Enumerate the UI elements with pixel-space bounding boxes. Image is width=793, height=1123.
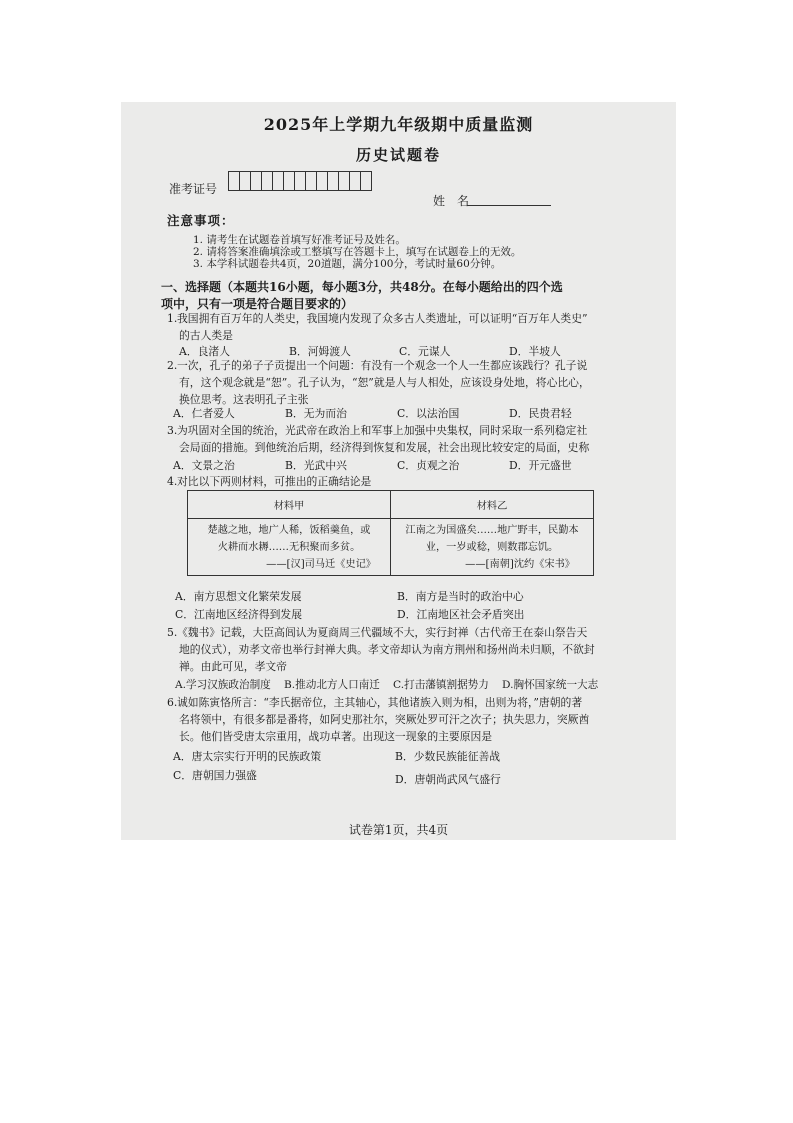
section-heading: 一、选择题（本题共16小题，每小题3分，共48分。在每小题给出的四个选 项中，只有一项是符合题目要求的） <box>161 280 563 311</box>
option: B．河姆渡人 <box>289 345 351 358</box>
material-yi-title: 材料乙 <box>391 491 594 519</box>
candidate-id-label: 准考证号 <box>169 182 218 196</box>
option: B．光武中兴 <box>285 459 347 472</box>
notes-title: 注意事项： <box>167 213 235 228</box>
option: C．江南地区经济得到发展 <box>175 608 303 621</box>
material-jia-source: ——[汉]司马迁《史记》 <box>266 558 376 570</box>
material-yi-body: 江南之为国盛矣……地广野丰，民勤本 业，一岁或稔，则数郡忘饥。 ——[南朝]沈约《宋书》 <box>391 519 594 576</box>
name-blank-line <box>467 205 551 206</box>
option: D．半坡人 <box>509 345 561 358</box>
option: D．江南地区社会矛盾突出 <box>397 608 525 621</box>
option: B．南方是当时的政治中心 <box>397 590 524 603</box>
exam-title: 2025年上学期九年级期中质量监测 <box>263 115 534 134</box>
option: A．仁者爱人 <box>173 407 235 420</box>
option: D．开元盛世 <box>509 459 572 472</box>
candidate-id-boxes <box>229 171 372 191</box>
option: C.打击藩镇割据势力 <box>393 679 489 691</box>
option: C．唐朝国力强盛 <box>173 769 257 782</box>
option: C．贞观之治 <box>397 459 460 472</box>
name-label: 姓 名 <box>433 194 470 208</box>
question-5: 5.《魏书》记载，大臣高闾认为夏商周三代疆域不大，实行封禅（古代帝王在泰山祭告天 地的仪式），劝孝文帝也举行封禅大典。孝文帝却认为南方荆州和扬州尚未归顺，不欲封 禅。由此可见，孝文帝 <box>167 626 595 673</box>
option: C．元谋人 <box>399 345 451 358</box>
option: D.胸怀国家统一大志 <box>502 679 599 691</box>
option: A．唐太宗实行开明的民族政策 <box>173 750 322 763</box>
note-item: 3. 本学科试题卷共4页，20道题，满分100分，考试时量60分钟。 <box>193 258 502 270</box>
question-4: 4.对比以下两则材料，可推出的正确结论是 <box>167 475 372 488</box>
note-item: 1. 请考生在试题卷首填写好准考证号及姓名。 <box>193 234 406 246</box>
option: B.推动北方人口南迁 <box>284 679 380 691</box>
notes-list <box>193 234 521 270</box>
question-6: 6.诚如陈寅恪所言：“李氏据帝位，主其轴心，其他诸族入则为相，出则为将，”唐朝的著 名将领中，有很多都是番将，如阿史那社尔，突厥处罗可汗之次子；执失思力，突厥酋 长。他们皆受唐太宗重用，战功卓著。出现这一现象的主要原因是 <box>167 696 590 743</box>
note-item: 2. 请将答案准确填涂或工整填写在答题卡上，填写在试题卷上的无效。 <box>193 246 522 258</box>
material-yi-source: ——[南朝]沈约《宋书》 <box>465 558 575 570</box>
materials-table <box>187 490 594 576</box>
question-3: 3.为巩固对全国的统治，光武帝在政治上和军事上加强中央集权，同时采取一系列稳定社 会局面的措施。到他统治后期，经济得到恢复和发展，社会出现比较安定的局面，史称 <box>167 424 590 454</box>
question-1: 1.我国拥有百万年的人类史，我国境内发现了众多古人类遗址，可以证明“百万年人类史” 的古人类是 <box>167 312 588 342</box>
page-footer: 试卷第1页，共4页 <box>348 823 449 837</box>
option: D．民贵君轻 <box>509 407 572 420</box>
option: B．少数民族能征善战 <box>395 750 501 763</box>
option: A．南方思想文化繁荣发展 <box>175 590 302 603</box>
material-jia-title: 材料甲 <box>188 491 391 519</box>
option: A.学习汉族政治制度 <box>175 679 271 691</box>
option: C．以法治国 <box>397 407 460 420</box>
option: D．唐朝尚武风气盛行 <box>395 773 501 786</box>
exam-sheet <box>121 102 676 840</box>
option: B．无为而治 <box>285 407 347 420</box>
option: A．良渚人 <box>179 345 230 358</box>
exam-subtitle: 历史试题卷 <box>355 146 441 164</box>
option: A．文景之治 <box>173 459 235 472</box>
material-jia-body: 楚越之地，地广人稀，饭稻羹鱼，或 火耕而水耨……无积聚而多贫。 ——[汉]司马迁《史记》 <box>188 519 391 576</box>
question-2: 2.一次，孔子的弟子子贡提出一个问题：有没有一个观念一个人一生都应该践行？孔子说 有，这个观念就是“恕”。孔子认为，“恕”就是人与人相处，应该设身处地，将心比心， 换位思考。这表明孔子主张 <box>167 359 590 406</box>
